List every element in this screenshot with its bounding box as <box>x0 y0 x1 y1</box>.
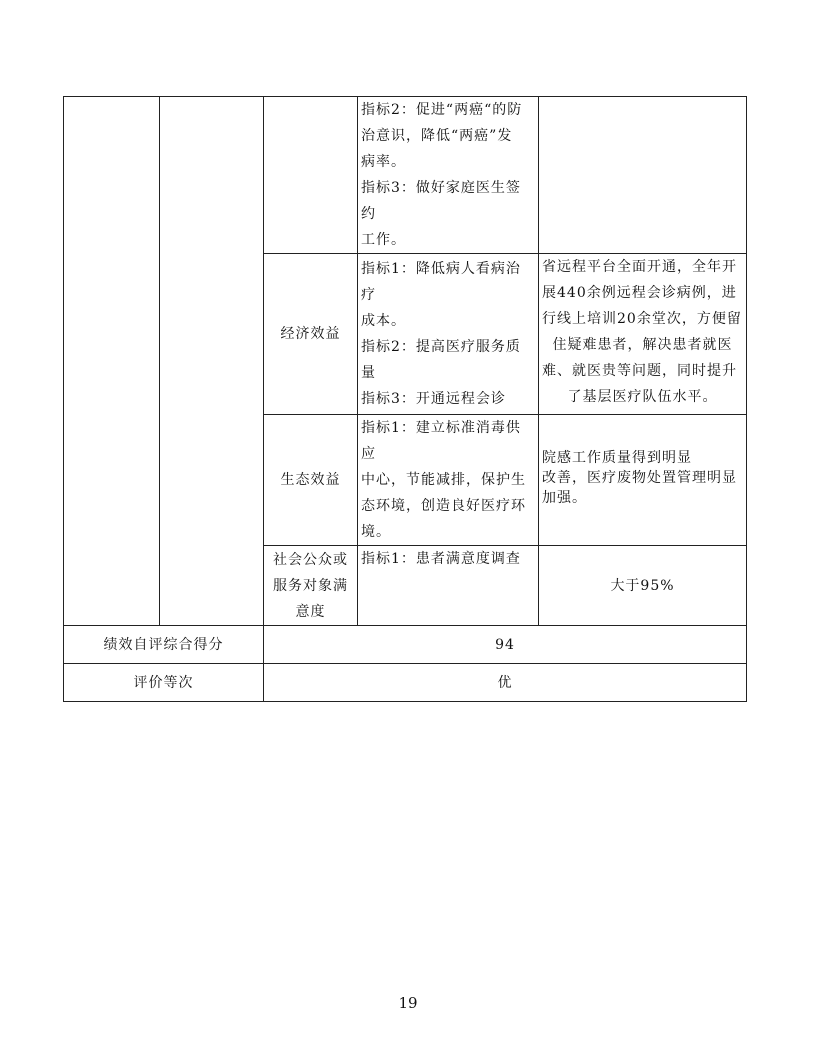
grade-label: 评价等次 <box>64 664 264 702</box>
social-effect-indicators-cell <box>358 97 539 254</box>
ecological-indicators-cell <box>358 415 539 546</box>
level2-indicator-cell <box>160 97 264 626</box>
level1-indicator-cell <box>64 97 160 626</box>
result-line: 展440余例远程会诊病例，进 <box>542 285 737 301</box>
indicator-line: 指标1：降低病人看病治疗 <box>361 261 521 303</box>
result-line: 住疑难患者，解决患者就医 <box>552 337 733 353</box>
result-line: 院感工作质量得到明显 <box>542 450 692 466</box>
social-effect-result-cell <box>539 97 747 254</box>
indicator-line: 指标1：患者满意度调查 <box>361 551 521 567</box>
performance-evaluation-table <box>63 96 747 702</box>
score-value: 94 <box>264 626 747 664</box>
satisfaction-result-cell: 大于95% <box>539 546 747 626</box>
score-row <box>64 626 747 664</box>
indicator-line: 指标2：促进“两癌“的防 <box>361 102 523 118</box>
indicator-line: 态环境，创造良好医疗环 <box>361 498 526 514</box>
score-label: 绩效自评综合得分 <box>64 626 264 664</box>
indicator-line: 指标2：提高医疗服务质量 <box>361 339 521 381</box>
indicator-line: 病率。 <box>361 154 406 170</box>
grade-value: 优 <box>264 664 747 702</box>
ecological-result-cell <box>539 415 747 546</box>
grade-row <box>64 664 747 702</box>
table-row <box>64 97 747 254</box>
result-line: 了基层医疗队伍水平。 <box>567 389 718 405</box>
economic-category-cell: 经济效益 <box>264 254 358 415</box>
result-line: 难、就医贵等问题，同时提升 <box>542 363 737 379</box>
ecological-category-cell: 生态效益 <box>264 415 358 546</box>
indicator-line: 指标3：开通远程会诊 <box>361 391 506 407</box>
indicator-line: 境。 <box>361 524 391 540</box>
indicator-line: 治意识，降低“两癌”发 <box>361 128 513 144</box>
satisfaction-category-cell <box>264 546 358 626</box>
indicator-line: 指标1：建立标准消毒供应 <box>361 420 521 462</box>
category-line: 服务对象满 <box>273 577 348 594</box>
page-number: 19 <box>398 994 418 1012</box>
economic-result-cell <box>539 254 747 415</box>
indicator-line: 成本。 <box>361 313 406 329</box>
economic-indicators-cell <box>358 254 539 415</box>
result-line: 行线上培训20余堂次，方便留 <box>542 311 742 327</box>
indicator-line: 工作。 <box>361 232 406 248</box>
category-line: 社会公众或 <box>273 551 348 568</box>
result-line: 改善，医疗废物处置管理明显 <box>542 470 737 486</box>
result-line: 加强。 <box>542 490 587 506</box>
result-line: 省远程平台全面开通，全年开 <box>542 259 737 275</box>
social-effect-category-cell <box>264 97 358 254</box>
satisfaction-indicator-cell <box>358 546 539 626</box>
category-line: 意度 <box>295 603 326 620</box>
indicator-line: 中心，节能减排，保护生 <box>361 472 526 488</box>
indicator-line: 指标3：做好家庭医生签约 <box>361 180 521 222</box>
